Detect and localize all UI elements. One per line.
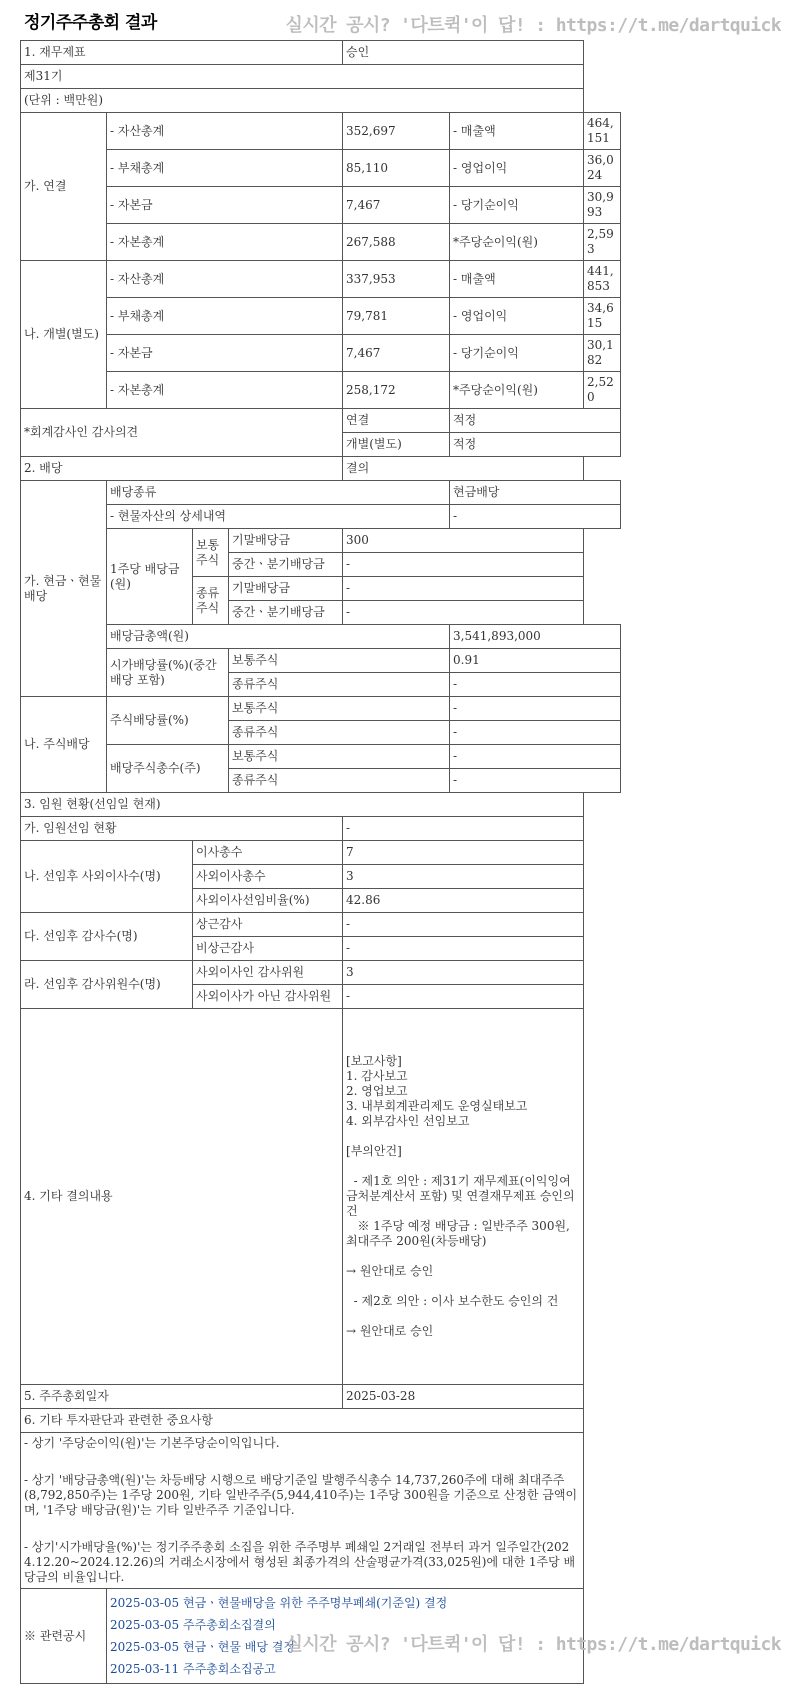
financials-approval: 승인: [343, 41, 584, 65]
notes-content: [21, 1433, 584, 1589]
fin-value: 2,593: [584, 224, 621, 261]
per-share-label: 1주당 배당금(원): [107, 529, 193, 625]
audit-separate-value: 적정: [450, 433, 621, 457]
consolidated-label: 가. 연결: [21, 113, 107, 261]
meeting-date-label: 5. 주주총회일자: [21, 1385, 343, 1409]
audit-separate-label: 개별(별도): [343, 433, 450, 457]
committee-outside-value: 3: [343, 961, 584, 985]
note-paragraph: - 상기'시가배당율(%)'는 정기주주총회 소집을 위한 주주명부 폐쇄일 2거래일 전부터 과거 일주일간(2024.12.20~2024.12.26)의 거래소시장에서 형성된 최종가격의 산술평균가격(33,025원)에 대한 1주당 배당금의 비율입니다.: [24, 1540, 576, 1584]
committee-nonoutside-value: -: [343, 985, 584, 1009]
fin-key: - 자산총계: [107, 261, 343, 298]
yield-label: 시가배당률(%)(중간배당 포함): [107, 649, 229, 697]
fin-key: - 자산총계: [107, 113, 343, 150]
stock-dividend-label: 나. 주식배당: [21, 697, 107, 793]
notes-label: 6. 기타 투자판단과 관련한 중요사항: [21, 1409, 584, 1433]
officers-section-label: 3. 임원 현황(선임일 현재): [21, 793, 584, 817]
fin-value: 337,953: [343, 261, 450, 298]
stock-rate-common-value: -: [450, 697, 621, 721]
outside-ratio-value: 42.86: [343, 889, 584, 913]
related-link[interactable]: 2025-03-11 주주총회소집공고: [110, 1662, 276, 1676]
page-title: 정기주주총회 결과: [24, 13, 157, 33]
yearend-label: 기말배당금: [229, 529, 343, 553]
fin-key: *주당순이익(원): [450, 224, 584, 261]
related-label: ※ 관련공시: [21, 1589, 107, 1684]
in-kind-label: - 현물자산의 상세내역: [107, 505, 450, 529]
audit-consolidated-value: 적정: [450, 409, 621, 433]
note-paragraph: - 상기 '배당금총액(원)'는 차등배당 시행으로 배당기준일 발행주식총수 14,737,260주에 대해 최대주주(8,792,850주)는 1주당 200원, 기타 일반주주(5,944,410주)는 1주당 300원을 기준으로 산정한 금액이며, '1주당 배당금(원)'는 기타 일반주주 기준입니다.: [24, 1473, 578, 1517]
fin-value: 352,697: [343, 113, 450, 150]
stock-rate-common-label: 보통주식: [229, 697, 450, 721]
committee-nonoutside-label: 사외이사가 아닌 감사위원: [193, 985, 343, 1009]
related-link[interactable]: 2025-03-05 현금ㆍ현물배당을 위한 주주명부폐쇄(기준일) 결정: [110, 1596, 448, 1610]
stock-total-label: 배당주식총수(주): [107, 745, 229, 793]
officers-appointed-label: 가. 임원선임 현황: [21, 817, 343, 841]
cash-dividend-label: 가. 현금ㆍ현물배당: [21, 481, 107, 697]
outside-total-value: 3: [343, 865, 584, 889]
fin-value: 258,172: [343, 372, 450, 409]
preferred-stock-label: 종류주식: [193, 577, 229, 625]
financials-term: 제31기: [21, 65, 584, 89]
financials-section-label: 1. 재무제표: [21, 41, 343, 65]
note-paragraph: - 상기 '주당순이익(원)'는 기본주당순이익입니다.: [24, 1436, 280, 1450]
interim-label: 중간ㆍ분기배당금: [229, 601, 343, 625]
yield-preferred-value: -: [450, 673, 621, 697]
parttime-auditor-value: -: [343, 937, 584, 961]
committee-outside-label: 사외이사인 감사위원: [193, 961, 343, 985]
dividend-total-value: 3,541,893,000: [450, 625, 621, 649]
fin-value: 464,151: [584, 113, 621, 150]
fin-key: - 부채총계: [107, 150, 343, 187]
yield-preferred-label: 종류주식: [229, 673, 450, 697]
fin-key: - 자본총계: [107, 224, 343, 261]
in-kind-value: -: [450, 505, 621, 529]
dividend-type-value: 현금배당: [450, 481, 621, 505]
interim-label: 중간ㆍ분기배당금: [229, 553, 343, 577]
fin-key: - 자본금: [107, 335, 343, 372]
financials-unit: (단위 : 백만원): [21, 89, 584, 113]
yearend-label: 기말배당금: [229, 577, 343, 601]
outside-ratio-label: 사외이사선임비율(%): [193, 889, 343, 913]
meeting-date-value: 2025-03-28: [343, 1385, 584, 1409]
separate-label: 나. 개별(별도): [21, 261, 107, 409]
watermark-bottom: 실시간 공시? '다트퀵'이 답! : https://t.me/dartquick: [285, 1634, 781, 1655]
watermark-top: 실시간 공시? '다트퀵'이 답! : https://t.me/dartquick: [285, 15, 781, 36]
fulltime-auditor-value: -: [343, 913, 584, 937]
directors-total-label: 이사총수: [193, 841, 343, 865]
stock-total-common-label: 보통주식: [229, 745, 450, 769]
officers-appointed-value: -: [343, 817, 584, 841]
fin-value: 267,588: [343, 224, 450, 261]
audit-committee-label: 라. 선임후 감사위원수(명): [21, 961, 193, 1009]
dividend-total-label: 배당금총액(원): [107, 625, 450, 649]
fin-key: - 자본총계: [107, 372, 343, 409]
other-resolutions-label: 4. 기타 결의내용: [21, 1009, 343, 1385]
stock-rate-label: 주식배당률(%): [107, 697, 229, 745]
fin-value: 7,467: [343, 187, 450, 224]
stock-total-preferred-value: -: [450, 769, 621, 793]
common-yearend-value: 300: [343, 529, 584, 553]
fin-value: 30,993: [584, 187, 621, 224]
yield-common-value: 0.91: [450, 649, 621, 673]
other-resolutions-content: [보고사항] 1. 감사보고 2. 영업보고 3. 내부회계관리제도 운영실태보고 4. 외부감사인 선임보고 [부의안건] - 제1호 의안 : 제31기 재무제표(이익잉여금처분계산서 포함) 및 연결재무제표 승인의 건 ※ 1주당 예정 배당금 : 일반주주 300원, 최대주주 200원(차등배당) → 원안대로 승인 - 제2호 의안 : 이사 보수한도 승인의 건 → 원안대로 승인: [343, 1009, 584, 1385]
common-stock-label: 보통주식: [193, 529, 229, 577]
related-link[interactable]: 2025-03-05 주주총회소집결의: [110, 1618, 276, 1632]
fulltime-auditor-label: 상근감사: [193, 913, 343, 937]
auditors-label: 다. 선임후 감사수(명): [21, 913, 193, 961]
fin-value: 79,781: [343, 298, 450, 335]
fin-key: *주당순이익(원): [450, 372, 584, 409]
fin-key: - 당기순이익: [450, 187, 584, 224]
stock-total-common-value: -: [450, 745, 621, 769]
common-interim-value: -: [343, 553, 584, 577]
fin-value: 36,024: [584, 150, 621, 187]
outside-total-label: 사외이사총수: [193, 865, 343, 889]
fin-key: - 매출액: [450, 261, 584, 298]
audit-consolidated-label: 연결: [343, 409, 450, 433]
fin-key: - 영업이익: [450, 150, 584, 187]
fin-value: 34,615: [584, 298, 621, 335]
fin-value: 2,520: [584, 372, 621, 409]
fin-value: 441,853: [584, 261, 621, 298]
fin-key: - 당기순이익: [450, 335, 584, 372]
preferred-yearend-value: -: [343, 577, 584, 601]
fin-value: 7,467: [343, 335, 450, 372]
dividend-type-label: 배당종류: [107, 481, 450, 505]
stock-total-preferred-label: 종류주식: [229, 769, 450, 793]
stock-rate-preferred-label: 종류주식: [229, 721, 450, 745]
audit-opinion-label: *회계감사인 감사의견: [21, 409, 343, 457]
fin-key: - 영업이익: [450, 298, 584, 335]
fin-key: - 매출액: [450, 113, 584, 150]
yield-common-label: 보통주식: [229, 649, 450, 673]
outside-directors-label: 나. 선임후 사외이사수(명): [21, 841, 193, 913]
preferred-interim-value: -: [343, 601, 584, 625]
parttime-auditor-label: 비상근감사: [193, 937, 343, 961]
fin-value: 85,110: [343, 150, 450, 187]
directors-total-value: 7: [343, 841, 584, 865]
dividend-section-label: 2. 배당: [21, 457, 343, 481]
fin-key: - 자본금: [107, 187, 343, 224]
fin-key: - 부채총계: [107, 298, 343, 335]
fin-value: 30,182: [584, 335, 621, 372]
related-link[interactable]: 2025-03-05 현금ㆍ현물 배당 결정: [110, 1640, 295, 1654]
stock-rate-preferred-value: -: [450, 721, 621, 745]
dividend-resolution: 결의: [343, 457, 584, 481]
report-table: [20, 40, 621, 1684]
